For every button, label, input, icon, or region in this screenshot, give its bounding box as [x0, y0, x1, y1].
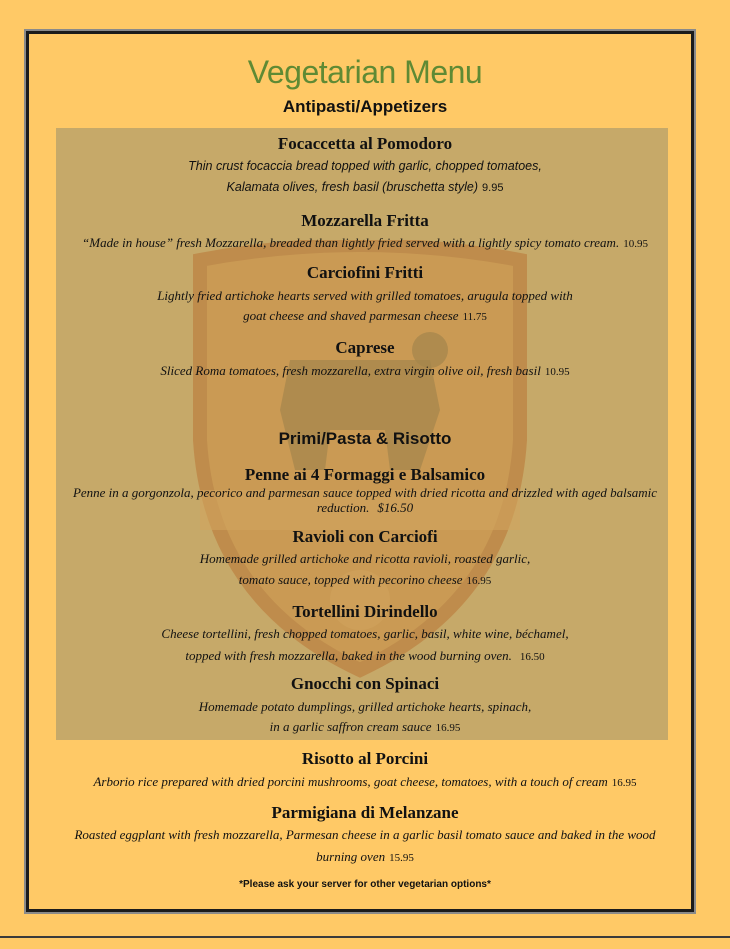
item-name: Risotto al Porcini — [301, 749, 429, 768]
item-description: Roasted eggplant with fresh mozzarella, Parmesan cheese in a garlic basil tomato sauce and baked in the wood — [74, 827, 656, 842]
footer-note: *Please ask your server for other vegetarian options* — [239, 879, 491, 890]
item-price: 16.50 — [519, 651, 545, 663]
item-description-line2: goat cheese and shaved parmesan cheese 11.75 — [243, 308, 487, 323]
item-name: Tortellini Dirindello — [292, 602, 438, 621]
item-description-line2: in a garlic saffron cream sauce 16.95 — [269, 719, 461, 734]
item-price: 10.95 — [623, 238, 648, 250]
section-heading-pasta: Primi/Pasta & Risotto — [278, 429, 452, 448]
item-description: Thin crust focaccia bread topped with garlic, chopped tomatoes, — [188, 159, 542, 173]
item-name: Caprese — [335, 338, 395, 357]
item-name: Carciofini Fritti — [306, 263, 424, 282]
item-description-line2: topped with fresh mozzarella, baked in the wood burning oven. 16.50 — [185, 648, 545, 663]
item-name: Ravioli con Carciofi — [292, 527, 438, 546]
item-description: Homemade grilled artichoke and ricotta ravioli, roasted garlic, — [199, 551, 531, 566]
item-price: $16.50 — [377, 500, 414, 515]
item-description: “Made in house” fresh Mozzarella, breaded than lightly fried served with a lightly spicy tomato cream. 10.95 — [82, 235, 648, 250]
item-price: 16.95 — [435, 722, 461, 734]
item-description: Lightly fried artichoke hearts served with grilled tomatoes, arugula topped with — [157, 288, 573, 303]
bottom-divider — [0, 936, 730, 938]
item-description-line2: tomato sauce, topped with pecorino cheese 16.95 — [238, 572, 492, 587]
item-name: Gnocchi con Spinaci — [290, 674, 440, 693]
menu-title: Vegetarian Menu — [247, 54, 483, 90]
item-description: Sliced Roma tomatoes, fresh mozzarella, extra virgin olive oil, fresh basil 10.95 — [160, 363, 570, 378]
item-price: 16.95 — [466, 575, 492, 587]
item-price: 10.95 — [544, 366, 570, 378]
item-description-line2: reduction. $16.50 — [316, 500, 414, 515]
item-name: Mozzarella Fritta — [301, 211, 429, 230]
item-description-line2: Kalamata olives, fresh basil (bruschetta style) 9.95 — [226, 180, 504, 194]
section-heading-appetizers: Antipasti/Appetizers — [282, 97, 448, 116]
item-description: Cheese tortellini, fresh chopped tomatoes, garlic, basil, white wine, béchamel, — [161, 626, 569, 641]
item-price: 16.95 — [611, 777, 637, 789]
item-price: 9.95 — [482, 182, 504, 194]
item-name: Penne ai 4 Formaggi e Balsamico — [244, 465, 486, 484]
item-description: Penne in a gorgonzola, pecorico and parmesan sauce topped with dried ricotta and drizzled with aged balsamic — [72, 485, 658, 500]
item-description: Arborio rice prepared with dried porcini mushrooms, goat cheese, tomatoes, with a touch of cream 16.95 — [93, 774, 637, 789]
item-name: Parmigiana di Melanzane — [271, 803, 459, 822]
item-price: 15.95 — [389, 852, 414, 864]
item-price: 11.75 — [462, 311, 487, 323]
item-name: Focaccetta al Pomodoro — [277, 134, 453, 153]
item-description: Homemade potato dumplings, grilled artichoke hearts, spinach, — [198, 699, 532, 714]
item-description-line2: burning oven 15.95 — [316, 849, 414, 864]
